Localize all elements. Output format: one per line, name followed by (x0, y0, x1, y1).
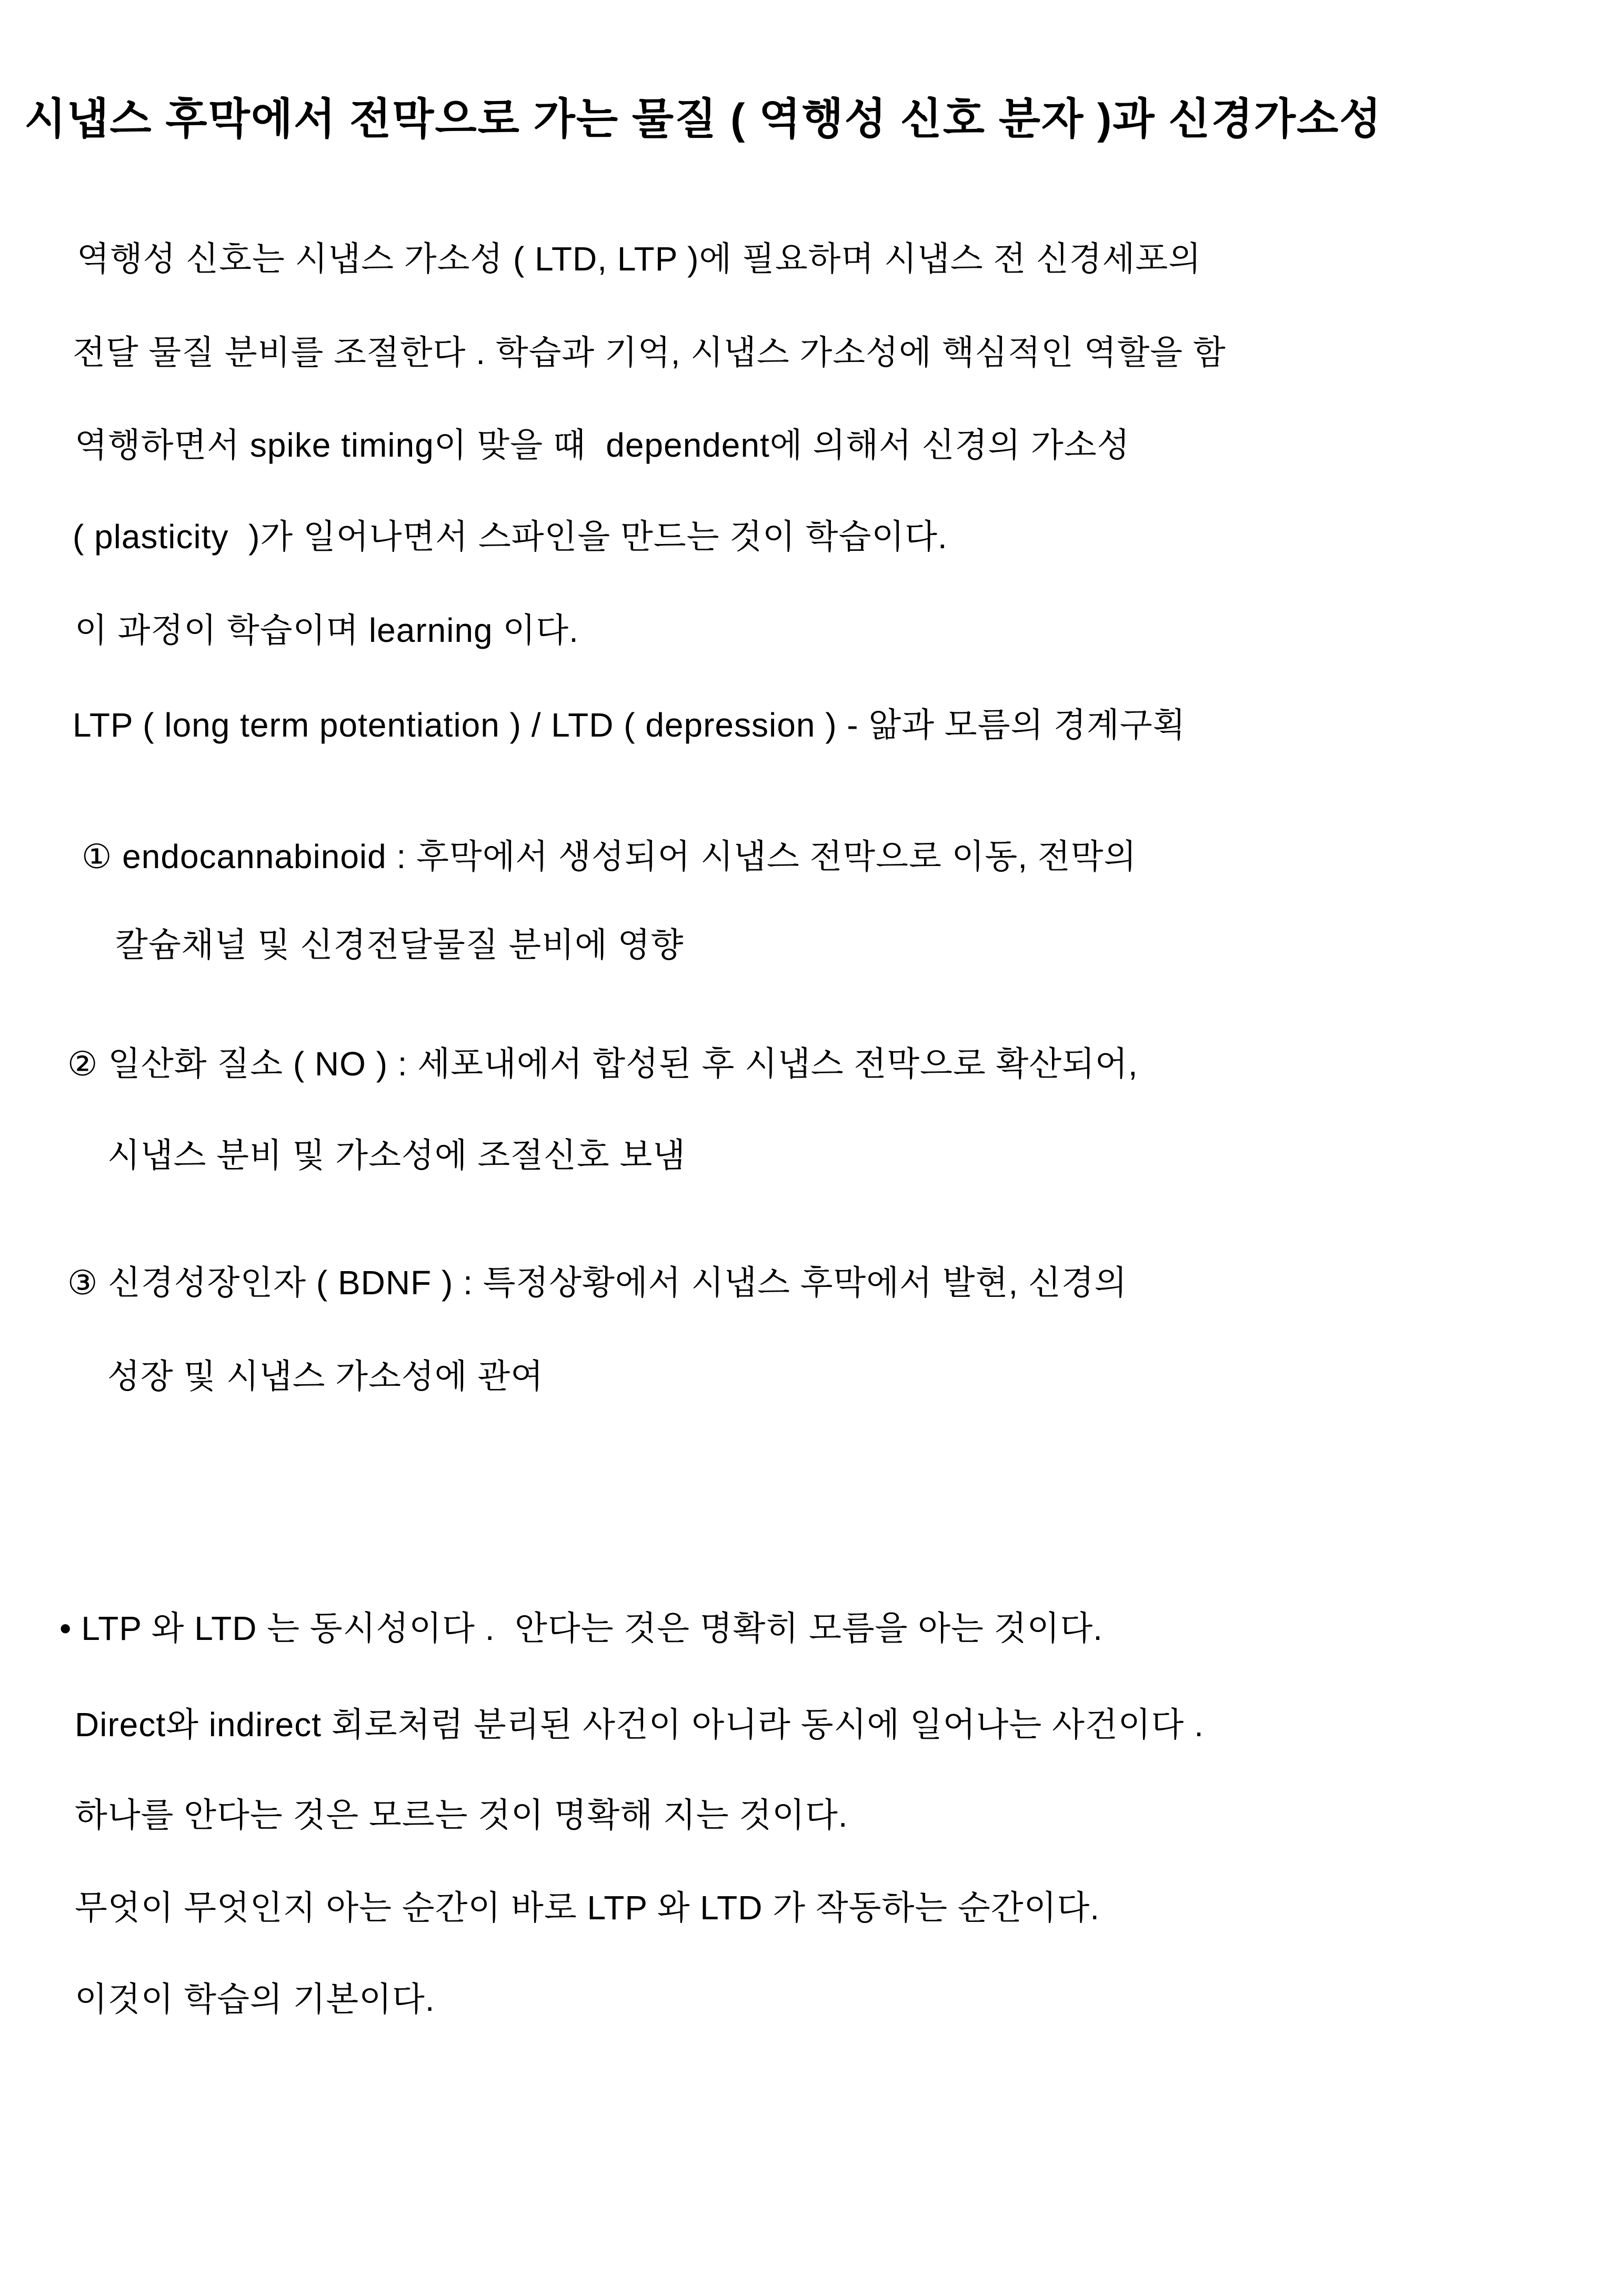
numbered-item-2-line-2: 시냅스 분비 및 가소성에 조절신호 보냄 (107, 1136, 686, 1174)
summary-line-1-text: LTP 와 LTD 는 동시성이다 . 안다는 것은 명확히 모름을 아는 것이다. (81, 1609, 1103, 1647)
numbered-item-2-line-1: ② 일산화 질소 ( NO ) : 세포내에서 합성된 후 시냅스 전막으로 확산되어, (67, 1045, 1138, 1083)
bullet-icon: • (59, 1609, 72, 1647)
summary-line-2: Direct와 indirect 회로처럼 분리된 사건이 아니라 동시에 일어나는 사건이다 . (75, 1706, 1204, 1744)
intro-line-2: 전달 물질 분비를 조절한다 . 학습과 기억, 시냅스 가소성에 핵심적인 역할을 함 (73, 334, 1226, 371)
numbered-item-3-line-1: ③ 신경성장인자 ( BDNF ) : 특정상황에서 시냅스 후막에서 발현, 신경의 (67, 1264, 1128, 1302)
summary-line-1 (59, 1607, 1103, 1649)
summary-line-3: 하나를 안다는 것은 모르는 것이 명확해 지는 것이다. (75, 1796, 848, 1834)
intro-line-6: LTP ( long term potentiation ) / LTD ( depression ) - 앎과 모름의 경계구획 (73, 706, 1186, 744)
summary-line-4: 무엇이 무엇인지 아는 순간이 바로 LTP 와 LTD 가 작동하는 순간이다. (75, 1889, 1100, 1927)
intro-line-3: 역행하면서 spike timing이 맞을 떄 dependent에 의해서 신경의 가소성 (75, 426, 1130, 464)
document-title: 시냅스 후막에서 전막으로 가는 물질 ( 역행성 신호 분자 )과 신경가소성 (24, 95, 1382, 143)
numbered-item-3-line-2: 성장 및 시냅스 가소성에 관여 (107, 1357, 544, 1395)
numbered-item-1-line-2: 칼슘채널 및 신경전달물질 분비에 영향 (115, 926, 684, 964)
intro-line-5: 이 과정이 학습이며 learning 이다. (75, 611, 579, 649)
intro-line-1: 역행성 신호는 시냅스 가소성 ( LTD, LTP )에 필요하며 시냅스 전 신경세포의 (77, 240, 1202, 278)
summary-line-5: 이것이 학습의 기본이다. (75, 1980, 435, 2018)
intro-line-4: ( plasticity )가 일어나면서 스파인을 만드는 것이 학습이다. (73, 518, 948, 556)
numbered-item-1-line-1: ① endocannabinoid : 후막에서 생성되어 시냅스 전막으로 이동, 전막의 (82, 838, 1137, 875)
